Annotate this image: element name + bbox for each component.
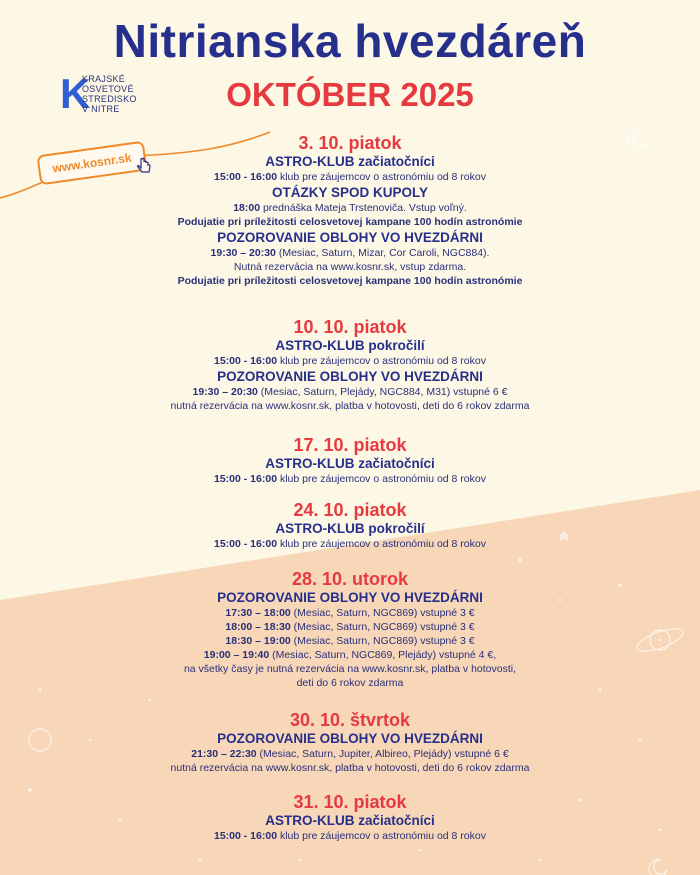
event-line: 18:00 prednáška Mateja Trstenoviča. Vstup voľný. [233,202,467,214]
event-note: Podujatie pri príležitosti celosvetovej kampane 100 hodín astronómie [177,216,523,228]
event-line: 17:30 – 18:00 (Mesiac, Saturn, NGC869) vstupné 3 € [225,607,475,619]
event-title: POZOROVANIE OBLOHY VO HVEZDÁRNI [217,230,483,245]
event-title: ASTRO-KLUB začiatočníci [265,154,435,169]
page-title: Nitrianska hvezdáreň [113,15,587,67]
event-note: Podujatie pri príležitosti celosvetovej kampane 100 hodín astronómie [177,275,523,287]
day-block [100,792,600,843]
kos-logo [60,70,170,124]
day-block [100,500,600,551]
event-line: nutná rezervácia na www.kosnr.sk, platba v hotovosti, deti do 6 rokov zdarma [170,762,530,774]
website-link[interactable]: www.kosnr.sk [36,141,147,186]
month-heading: OKTÓBER 2025 [226,76,474,113]
event-line: 18:00 – 18:30 (Mesiac, Saturn, NGC869) vstupné 3 € [225,621,475,633]
event-line: 19:00 – 19:40 (Mesiac, Saturn, NGC869, Plejády) vstupné 4 €, [203,649,497,661]
event-title: POZOROVANIE OBLOHY VO HVEZDÁRNI [217,590,483,605]
day-block [100,569,600,690]
day-date: 10. 10. piatok [293,317,407,337]
day-date: 30. 10. štvrtok [289,710,411,730]
event-line: na všetky časy je nutná rezervácia na www.kosnr.sk, platba v hotovosti, [183,663,517,675]
day-date: 24. 10. piatok [293,500,407,520]
day-date: 3. 10. piatok [298,133,402,153]
day-date: 17. 10. piatok [293,435,407,455]
day-block [100,710,600,775]
event-line: 15:00 - 16:00 klub pre záujemcov o astronómiu od 8 rokov [214,538,486,550]
event-title: POZOROVANIE OBLOHY VO HVEZDÁRNI [217,731,483,746]
event-title: ASTRO-KLUB začiatočníci [265,813,435,828]
event-line: 15:00 - 16:00 klub pre záujemcov o astronómiu od 8 rokov [214,473,486,485]
day-block [100,317,600,413]
event-line: 18:30 – 19:00 (Mesiac, Saturn, NGC869) vstupné 3 € [225,635,475,647]
day-date: 31. 10. piatok [293,792,407,812]
logo-text: KRAJSKÉ OSVETOVÉ STREDISKO V NITRE [82,74,137,114]
day-date: 28. 10. utorok [291,569,409,589]
event-line: 19:30 – 20:30 (Mesiac, Saturn, Plejády, NGC884, M31) vstupné 6 € [192,386,508,398]
event-line: 21:30 – 22:30 (Mesiac, Saturn, Jupiter, Albireo, Plejády) vstupné 6 € [191,748,509,760]
event-title: ASTRO-KLUB začiatočníci [265,456,435,471]
event-line: deti do 6 rokov zdarma [296,677,404,689]
day-block [100,435,600,486]
event-title: POZOROVANIE OBLOHY VO HVEZDÁRNI [217,369,483,384]
event-title: ASTRO-KLUB pokročilí [275,338,425,353]
event-title: OTÁZKY SPOD KUPOLY [271,185,429,200]
event-line: nutná rezervácia na www.kosnr.sk, platba v hotovosti, deti do 6 rokov zdarma [170,400,530,412]
event-line: 15:00 - 16:00 klub pre záujemcov o astronómiu od 8 rokov [214,830,486,842]
event-title: ASTRO-KLUB pokročilí [275,521,425,536]
day-block [100,133,600,288]
event-line: 15:00 - 16:00 klub pre záujemcov o astronómiu od 8 rokov [214,171,486,183]
event-line: Nutná rezervácia na www.kosnr.sk, vstup zdarma. [233,261,467,273]
event-line: 15:00 - 16:00 klub pre záujemcov o astronómiu od 8 rokov [214,355,486,367]
logo-letter: K [60,70,91,117]
event-line: 19:30 – 20:30 (Mesiac, Saturn, Mizar, Cor Caroli, NGC884). [210,247,490,259]
